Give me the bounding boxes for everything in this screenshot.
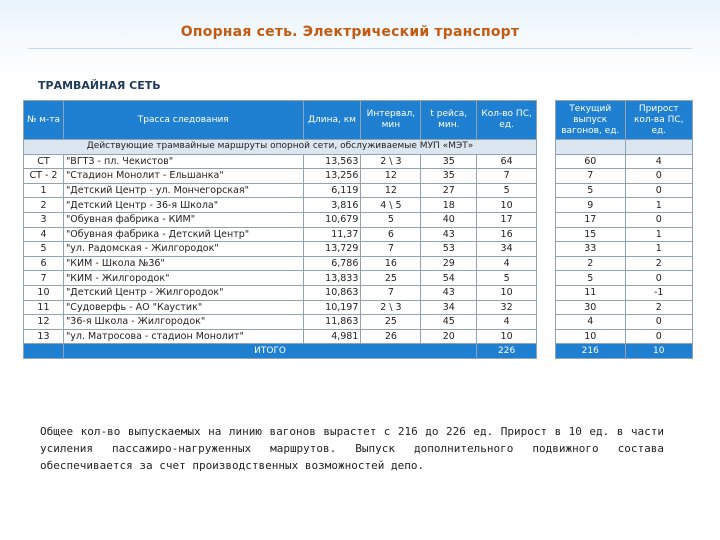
header-route-number: № м-та (24, 101, 64, 140)
table-row (24, 198, 537, 213)
vehicle-count-cell: 10 (477, 285, 537, 300)
table-row (24, 169, 537, 184)
route-number-cell: 2 (24, 198, 64, 213)
interval-cell: 4 \ 5 (361, 198, 421, 213)
length-cell: 4,981 (303, 329, 361, 344)
side-row (556, 227, 693, 242)
side-row (556, 198, 693, 213)
header-trip-time: t рейса, мин. (421, 101, 477, 140)
vehicle-count-cell: 7 (477, 169, 537, 184)
vehicle-count-cell: 17 (477, 212, 537, 227)
interval-cell: 2 \ 3 (361, 300, 421, 315)
current-release-cell: 5 (556, 271, 626, 286)
current-release-cell: 5 (556, 183, 626, 198)
current-release-cell: 30 (556, 300, 626, 315)
length-cell: 13,833 (303, 271, 361, 286)
length-cell: 11,37 (303, 227, 361, 242)
route-path-cell: "Детский Центр - ул. Мончегорская" (63, 183, 303, 198)
total-current-release: 216 (556, 344, 626, 359)
side-row (556, 329, 693, 344)
vehicle-count-cell: 4 (477, 315, 537, 330)
vehicle-release-table (555, 100, 693, 359)
route-number-cell: 4 (24, 227, 64, 242)
route-number-cell: 10 (24, 285, 64, 300)
vehicle-count-cell: 64 (477, 154, 537, 169)
current-release-cell: 17 (556, 212, 626, 227)
interval-cell: 25 (361, 271, 421, 286)
trip-time-cell: 34 (421, 300, 477, 315)
interval-cell: 16 (361, 256, 421, 271)
interval-cell: 26 (361, 329, 421, 344)
interval-cell: 6 (361, 227, 421, 242)
increase-cell: 4 (625, 154, 693, 169)
interval-cell: 12 (361, 183, 421, 198)
length-cell: 11,863 (303, 315, 361, 330)
route-path-cell: "Судоверфь - АО "Каустик" (63, 300, 303, 315)
interval-cell: 5 (361, 212, 421, 227)
table-row (24, 154, 537, 169)
current-release-cell: 11 (556, 285, 626, 300)
route-path-cell: "Детский Центр - 36-я Школа" (63, 198, 303, 213)
total-label: ИТОГО (63, 344, 476, 359)
length-cell: 10,197 (303, 300, 361, 315)
route-number-cell: 7 (24, 271, 64, 286)
trip-time-cell: 27 (421, 183, 477, 198)
summary-paragraph: Общее кол-во выпускаемых на линию вагонов вырастет с 216 до 226 ед. Прирост в 10 ед. в части усиления пассажиро-нагруженных маршрутов. Выпуск дополнительного подвижного состава обеспечивается за счет производственных возможностей депо. (40, 425, 664, 472)
header-current-release: Текущий выпуск вагонов, ед. (556, 101, 626, 140)
table-header-row (24, 101, 537, 140)
trip-time-cell: 35 (421, 154, 477, 169)
trip-time-cell: 18 (421, 198, 477, 213)
increase-cell: 0 (625, 212, 693, 227)
length-cell: 13,563 (303, 154, 361, 169)
table-row (24, 212, 537, 227)
interval-cell: 7 (361, 242, 421, 257)
interval-cell: 7 (361, 285, 421, 300)
current-release-cell: 2 (556, 256, 626, 271)
length-cell: 13,729 (303, 242, 361, 257)
header-route-path: Трасса следования (63, 101, 303, 140)
route-number-cell: 12 (24, 315, 64, 330)
side-note-row (556, 140, 693, 155)
route-path-cell: "ул. Радомская - Жилгородок" (63, 242, 303, 257)
route-number-cell: 11 (24, 300, 64, 315)
route-path-cell: "Обувная фабрика - КИМ" (63, 212, 303, 227)
current-release-cell: 33 (556, 242, 626, 257)
current-release-cell: 4 (556, 315, 626, 330)
length-cell: 6,119 (303, 183, 361, 198)
route-path-cell: "КИМ - Школа №36" (63, 256, 303, 271)
table-row (24, 300, 537, 315)
current-release-cell: 9 (556, 198, 626, 213)
side-row (556, 315, 693, 330)
current-release-cell: 7 (556, 169, 626, 184)
trip-time-cell: 40 (421, 212, 477, 227)
increase-cell: -1 (625, 285, 693, 300)
length-cell: 13,256 (303, 169, 361, 184)
trip-time-cell: 29 (421, 256, 477, 271)
interval-cell: 25 (361, 315, 421, 330)
table-row (24, 242, 537, 257)
trip-time-cell: 20 (421, 329, 477, 344)
increase-cell: 0 (625, 169, 693, 184)
length-cell: 10,679 (303, 212, 361, 227)
section-subtitle: ТРАМВАЙНАЯ СЕТЬ (38, 79, 161, 92)
increase-cell: 0 (625, 315, 693, 330)
increase-cell: 1 (625, 242, 693, 257)
route-number-cell: 13 (24, 329, 64, 344)
vehicle-count-cell: 34 (477, 242, 537, 257)
route-path-cell: "36-я Школа - Жилгородок" (63, 315, 303, 330)
side-header-row (556, 101, 693, 140)
increase-cell: 2 (625, 256, 693, 271)
trip-time-cell: 45 (421, 315, 477, 330)
length-cell: 3,816 (303, 198, 361, 213)
route-path-cell: "Стадион Монолит - Ельшанка" (63, 169, 303, 184)
side-row (556, 242, 693, 257)
side-total-row (556, 344, 693, 359)
header-length: Длина, км (303, 101, 361, 140)
vehicle-count-cell: 32 (477, 300, 537, 315)
route-path-cell: "ул. Матросова - стадион Монолит" (63, 329, 303, 344)
trip-time-cell: 54 (421, 271, 477, 286)
length-cell: 6,786 (303, 256, 361, 271)
increase-cell: 1 (625, 198, 693, 213)
increase-cell: 1 (625, 227, 693, 242)
table-note: Действующие трамвайные маршруты опорной сети, обслуживаемые МУП «МЭТ» (24, 140, 537, 155)
header-interval: Интервал, мин (361, 101, 421, 140)
side-row (556, 212, 693, 227)
route-number-cell: СТ - 2 (24, 169, 64, 184)
side-row (556, 183, 693, 198)
page-title: Опорная сеть. Электрический транспорт (180, 24, 520, 40)
vehicle-count-cell: 16 (477, 227, 537, 242)
route-number-cell: 3 (24, 212, 64, 227)
route-path-cell: "КИМ - Жилгородок" (63, 271, 303, 286)
current-release-cell: 60 (556, 154, 626, 169)
increase-cell: 0 (625, 271, 693, 286)
trip-time-cell: 53 (421, 242, 477, 257)
trip-time-cell: 35 (421, 169, 477, 184)
route-path-cell: "Детский Центр - Жилгородок" (63, 285, 303, 300)
total-vehicle-count: 226 (477, 344, 537, 359)
header-increase: Прирост кол-ва ПС, ед. (625, 101, 693, 140)
side-row (556, 256, 693, 271)
route-path-cell: "Обувная фабрика - Детский Центр" (63, 227, 303, 242)
title-divider (28, 48, 692, 49)
increase-cell: 2 (625, 300, 693, 315)
vehicle-count-cell: 10 (477, 329, 537, 344)
total-increase: 10 (625, 344, 693, 359)
interval-cell: 2 \ 3 (361, 154, 421, 169)
route-path-cell: "ВГТЗ - пл. Чекистов" (63, 154, 303, 169)
trip-time-cell: 43 (421, 227, 477, 242)
table-row (24, 315, 537, 330)
increase-cell: 0 (625, 183, 693, 198)
vehicle-count-cell: 5 (477, 183, 537, 198)
side-row (556, 154, 693, 169)
vehicle-count-cell: 10 (477, 198, 537, 213)
tram-routes-table (23, 100, 537, 359)
increase-cell: 0 (625, 329, 693, 344)
side-row (556, 169, 693, 184)
table-total-row (24, 344, 537, 359)
current-release-cell: 15 (556, 227, 626, 242)
route-number-cell: 1 (24, 183, 64, 198)
table-row (24, 271, 537, 286)
table-note-row (24, 140, 537, 155)
current-release-cell: 10 (556, 329, 626, 344)
vehicle-count-cell: 5 (477, 271, 537, 286)
table-row (24, 256, 537, 271)
table-row (24, 285, 537, 300)
header-vehicle-count: Кол-во ПС, ед. (477, 101, 537, 140)
table-row (24, 227, 537, 242)
route-number-cell: 6 (24, 256, 64, 271)
route-number-cell: СТ (24, 154, 64, 169)
route-number-cell: 5 (24, 242, 64, 257)
vehicle-count-cell: 4 (477, 256, 537, 271)
side-row (556, 285, 693, 300)
table-row (24, 183, 537, 198)
side-row (556, 271, 693, 286)
trip-time-cell: 43 (421, 285, 477, 300)
length-cell: 10,863 (303, 285, 361, 300)
table-row (24, 329, 537, 344)
interval-cell: 12 (361, 169, 421, 184)
side-row (556, 300, 693, 315)
